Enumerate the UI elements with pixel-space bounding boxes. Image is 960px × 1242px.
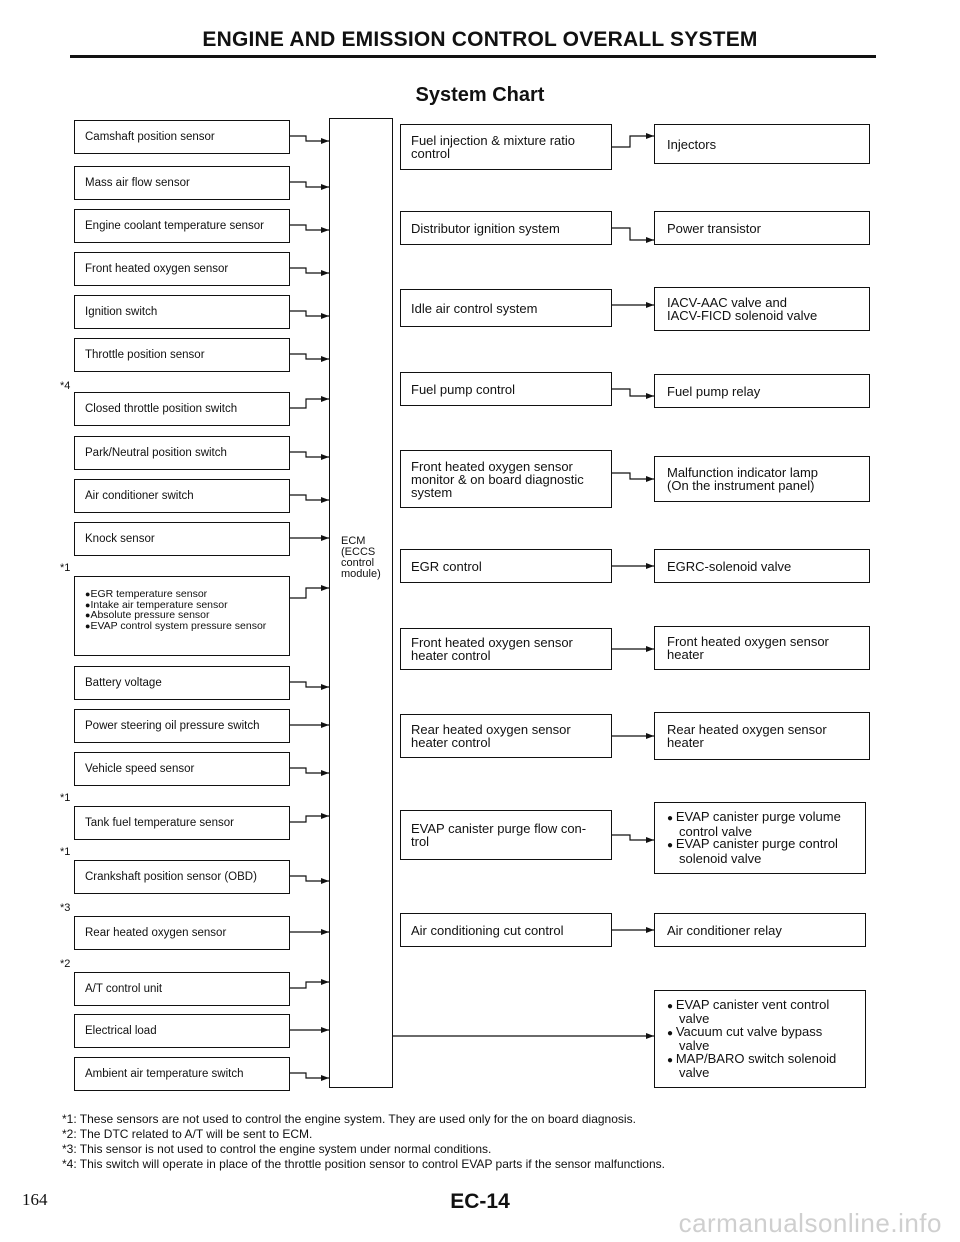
control-output-arrow: [612, 389, 654, 396]
input-mass-air-flow-sensor: [74, 166, 290, 200]
input-arrow: [290, 452, 329, 457]
output-power-transistor: Power transistor: [654, 211, 870, 245]
input-rear-heated-oxygen-sensor: [74, 916, 290, 950]
ecm-block: [329, 118, 393, 1088]
input-label: A/T control unit: [85, 983, 163, 995]
input-air-conditioner-switch: [74, 479, 290, 513]
input-throttle-position-sensor: [74, 338, 290, 372]
footnote: *1: These sensors are not used to control the engine system. They are used only for the on board diagnosis.: [62, 1112, 636, 1126]
input-battery-voltage: [74, 666, 290, 700]
input-note: *4: [60, 380, 71, 392]
control-output-arrow: [612, 473, 654, 479]
input-arrow: [290, 311, 329, 316]
input-label: Air conditioner switch: [85, 490, 194, 502]
watermark: carmanualsonline.info: [678, 1208, 942, 1238]
input-label: Closed throttle position switch: [85, 403, 238, 415]
input-arrow: [290, 1073, 329, 1078]
input-closed-throttle-position-switch: [74, 392, 290, 426]
control-distributor-ignition: Distributor ignition system: [400, 211, 612, 245]
input-arrow: [290, 268, 329, 273]
control-evap-purge-flow: EVAP canister purge flow con- trol: [400, 810, 612, 860]
input-arrow: [290, 225, 329, 230]
output-egrc-solenoid-valve: EGRC-solenoid valve: [654, 549, 870, 583]
evap-vent-valve-list: [667, 996, 853, 1080]
input-note: *2: [60, 958, 71, 970]
input-arrow: [290, 876, 329, 881]
input-park-neutral-position-switch: [74, 436, 290, 470]
control-rear-o2-heater: Rear heated oxygen sensor heater control: [400, 714, 612, 758]
list-item: ● EVAP control system pressure sensor: [85, 621, 266, 632]
input-arrow: [290, 768, 329, 773]
evap-purge-valve-list: [667, 811, 853, 865]
input-vehicle-speed-sensor: [74, 752, 290, 786]
output-ac-relay: Air conditioner relay: [654, 913, 866, 947]
input-label: Knock sensor: [85, 533, 155, 545]
control-ac-cut: Air conditioning cut control: [400, 913, 612, 947]
chart-title: System Chart: [415, 84, 545, 106]
control-output-arrow: [612, 835, 654, 840]
input-arrow: [290, 816, 329, 822]
input-at-control-unit: [74, 972, 290, 1006]
input-label: Tank fuel temperature sensor: [85, 817, 234, 829]
input-label: Crankshaft position sensor (OBD): [85, 871, 257, 883]
input-arrow: [290, 495, 329, 500]
output-evap-vent-valves: [654, 990, 866, 1088]
control-egr: EGR control: [400, 549, 612, 583]
control-fuel-injection: Fuel injection & mixture ratio control: [400, 124, 612, 170]
input-diagnostic-sensors-group: [74, 576, 290, 656]
input-label: Rear heated oxygen sensor: [85, 927, 227, 939]
input-electrical-load: [74, 1014, 290, 1048]
input-label: Front heated oxygen sensor: [85, 263, 229, 275]
input-ignition-switch: [74, 295, 290, 329]
input-label: Electrical load: [85, 1025, 157, 1037]
footnote: *2: The DTC related to A/T will be sent to ECM.: [62, 1127, 313, 1141]
output-front-o2-heater: Front heated oxygen sensor heater: [654, 626, 870, 670]
input-label: Camshaft position sensor: [85, 131, 215, 143]
input-label: Vehicle speed sensor: [85, 763, 195, 775]
output-injectors: Injectors: [654, 124, 870, 164]
input-label: Ignition switch: [85, 306, 158, 318]
list-item: ● Vacuum cut valve bypass valve: [667, 1026, 853, 1053]
input-engine-coolant-temp-sensor: [74, 209, 290, 243]
control-output-arrow: [612, 228, 654, 240]
output-evap-purge-valves: [654, 802, 866, 874]
input-knock-sensor: [74, 522, 290, 556]
input-ambient-air-temp-switch: [74, 1057, 290, 1091]
control-fuel-pump: Fuel pump control: [400, 372, 612, 406]
input-note: *1: [60, 846, 71, 858]
input-arrow: [290, 399, 329, 408]
output-fuel-pump-relay: Fuel pump relay: [654, 374, 870, 408]
control-output-arrow: [612, 136, 654, 147]
input-arrow: [290, 982, 329, 988]
input-label: Park/Neutral position switch: [85, 447, 227, 459]
input-label: Battery voltage: [85, 677, 162, 689]
input-arrow: [290, 682, 329, 687]
input-arrow: [290, 136, 329, 141]
output-iacv-valves: IACV-AAC valve and IACV-FICD solenoid valve: [654, 287, 870, 331]
input-tank-fuel-temp-sensor: [74, 806, 290, 840]
input-camshaft-position-sensor: [74, 120, 290, 154]
page-code: EC-14: [450, 1190, 510, 1213]
control-idle-air: Idle air control system: [400, 289, 612, 327]
input-note: *1: [60, 562, 71, 574]
list-item: ● Intake air temperature sensor: [85, 600, 266, 611]
input-arrow: [290, 354, 329, 359]
control-front-o2-monitor-obd: Front heated oxygen sensor monitor & on board diagnostic system: [400, 450, 612, 508]
input-label: Engine coolant temperature sensor: [85, 220, 264, 232]
output-rear-o2-heater: Rear heated oxygen sensor heater: [654, 712, 870, 760]
page-header-title: ENGINE AND EMISSION CONTROL OVERALL SYSTEM: [202, 28, 758, 51]
footnote: *3: This sensor is not used to control the engine system under normal conditions.: [62, 1142, 492, 1156]
output-malfunction-indicator-lamp: Malfunction indicator lamp (On the instrument panel): [654, 456, 870, 502]
page-number: 164: [22, 1190, 48, 1209]
list-item: ● Absolute pressure sensor: [85, 610, 266, 621]
input-arrow: [290, 588, 329, 598]
input-front-heated-oxygen-sensor: [74, 252, 290, 286]
input-note: *3: [60, 902, 71, 914]
input-power-steering-oil-pressure-switch: [74, 709, 290, 743]
list-item: ● EVAP canister purge volume control valve: [667, 811, 853, 838]
input-label: Mass air flow sensor: [85, 177, 190, 189]
input-label: Throttle position sensor: [85, 349, 205, 361]
input-label: Ambient air temperature switch: [85, 1068, 244, 1080]
control-front-o2-heater: Front heated oxygen sensor heater control: [400, 628, 612, 670]
diagnostic-sensor-list: [85, 589, 266, 631]
list-item: ● EGR temperature sensor: [85, 589, 266, 600]
input-arrow: [290, 182, 329, 187]
input-crankshaft-position-sensor-obd: [74, 860, 290, 894]
list-item: ● EVAP canister purge control solenoid valve: [667, 838, 853, 865]
ecm-label: ECM (ECCS control module): [341, 535, 381, 580]
footnote: *4: This switch will operate in place of the throttle position sensor to control EVAP parts if the sensor malfunctions.: [62, 1157, 665, 1171]
list-item: ● MAP/BARO switch solenoid valve: [667, 1053, 853, 1080]
input-note: *1: [60, 792, 71, 804]
list-item: ● EVAP canister vent control valve: [667, 999, 853, 1026]
input-label: Power steering oil pressure switch: [85, 720, 260, 732]
